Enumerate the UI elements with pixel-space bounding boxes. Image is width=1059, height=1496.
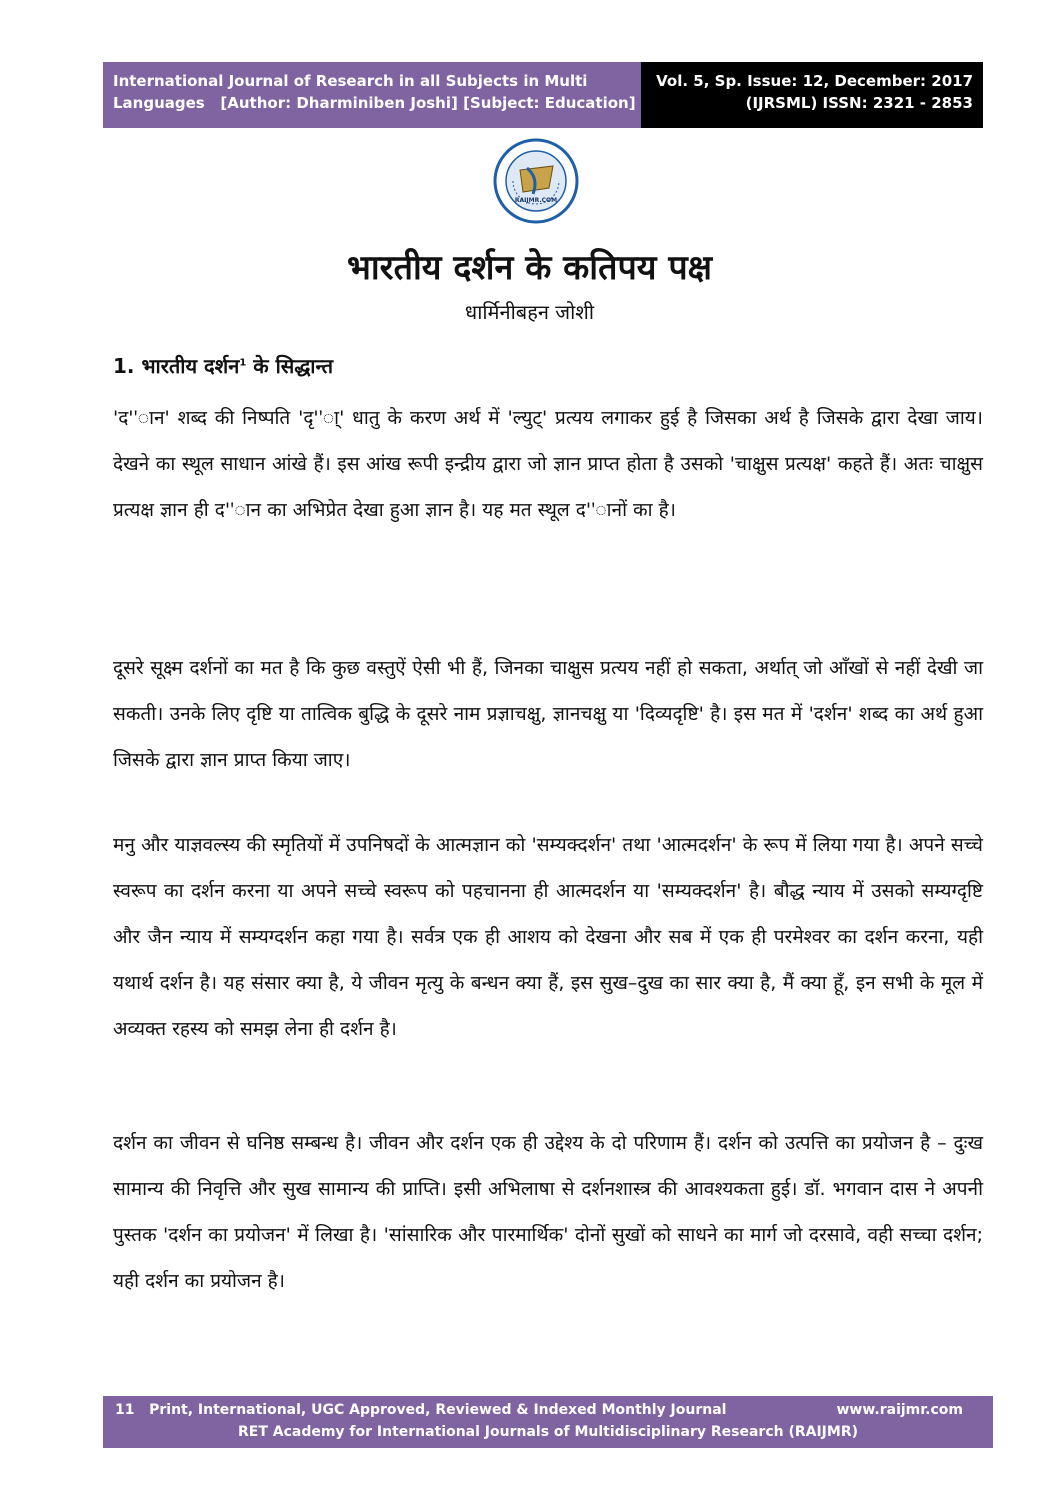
journal-info	[103, 62, 641, 128]
journal-name-line1: International Journal of Research in all Subjects in Multi	[113, 72, 588, 90]
paragraph-3: मनु और याज्ञवल्स्य की स्मृतियों में उपनिषदों के आत्मज्ञान को 'सम्यक्दर्शन' तथा 'आत्मदर्शन' के रूप में लिया गया है। अपने सच्चे स्वरूप का दर्शन करना या अपने सच्चे स्वरूप को पहचानना ही आत्मदर्शन या 'सम्यक्दर्शन' है। बौद्ध न्याय में उसको सम्यग्दृष्टि और जैन न्याय में सम्यग्दर्शन कहा गया है। सर्वत्र एक ही आशय को देखना और सब में एक ही परमेश्वर का दर्शन करना, यही यथार्थ दर्शन है। यह संसार क्या है, ये जीवन मृत्यु के बन्धन क्या हैं, इस सुख–दुख का सार क्या है, मैं क्या हूँ, इन सभी के मूल में अव्यक्त रहस्य को समझ लेना ही दर्शन है।	[113, 834, 983, 1040]
raijmr-logo	[493, 138, 579, 224]
paragraph-1: 'द''ान' शब्द की निष्पति 'दृ''ा्' धातु के करण अर्थ में 'ल्युट्' प्रत्यय लगाकर हुई है जिसका अर्थ है जिसके द्वारा देखा जाय। देखने का स्थूल साधान आंखे हैं। इस आंख रूपी इन्द्रीय द्वारा जो ज्ञान प्राप्त होता है उसको 'चाक्षुस प्रत्यक्ष' कहते हैं। अतः चाक्षुस प्रत्यक्ष ज्ञान ही द''ान का अभिप्रेत देखा हुआ ज्ञान है। यह मत स्थूल द''ानों का है।	[113, 407, 983, 521]
issn: (IJRSML) ISSN: 2321 - 2853	[745, 94, 973, 112]
logo-text: RAIJMR.COM	[514, 197, 558, 204]
journal-description: Print, International, UGC Approved, Reviewed & Indexed Monthly Journal	[149, 1402, 727, 1418]
section-heading-text: 1. भारतीय दर्शन	[113, 354, 240, 378]
journal-name-line2: Languages [Author: Dharminiben Joshi] [Subject: Education]	[113, 94, 636, 112]
issue-info	[641, 62, 983, 128]
publisher-name: RET Academy for International Journals of Multidisciplinary Research (RAIJMR)	[237, 1424, 859, 1440]
section-heading	[113, 352, 333, 379]
journal-footer	[103, 1396, 993, 1448]
paper-author: धार्मिनीबहन जोशी	[464, 300, 595, 324]
page-number: 11	[115, 1402, 135, 1418]
paragraph-4: दर्शन का जीवन से घनिष्ठ सम्बन्ध है। जीवन और दर्शन एक ही उद्देश्य के दो परिणाम हैं। दर्शन को उत्पत्ति का प्रयोजन है – दुःख सामान्य की निवृत्ति और सुख सामान्य की प्राप्ति। इसी अभिलाषा से दर्शनशास्त्र की आवश्यकता हुई। डॉ. भगवान दास ने अपनी पुस्तक 'दर्शन का प्रयोजन' में लिखा है। 'सांसारिक और पारमार्थिक' दोनों सुखों को साधने का मार्ग जो दरसावे, वही सच्चा दर्शन; यही दर्शन का प्रयोजन है।	[113, 1132, 983, 1292]
footer-description	[115, 1402, 726, 1418]
footnote-marker[interactable]: 1	[239, 357, 247, 369]
volume-issue: Vol. 5, Sp. Issue: 12, December: 2017	[656, 72, 973, 90]
paper-title: भारतीय दर्शन के कतिपय पक्ष	[346, 248, 713, 288]
paragraph-2: दूसरे सूक्ष्म दर्शनों का मत है कि कुछ वस्तुऐं ऐसी भी हैं, जिनका चाक्षुस प्रत्यय नहीं हो सकता, अर्थात् जो आँखों से नहीं देखी जा सकती। उनके लिए दृष्टि या तात्विक बुद्धि के दूसरे नाम प्रज्ञाचक्षु, ज्ञानचक्षु या 'दिव्यदृष्टि' है। इस मत में 'दर्शन' शब्द का अर्थ हुआ जिसके द्वारा ज्ञान प्राप्त किया जाए।	[113, 657, 983, 771]
section-heading-suffix: के सिद्धान्त	[246, 354, 334, 378]
website-link[interactable]: www.raijmr.com	[836, 1402, 963, 1418]
journal-header	[103, 62, 983, 128]
